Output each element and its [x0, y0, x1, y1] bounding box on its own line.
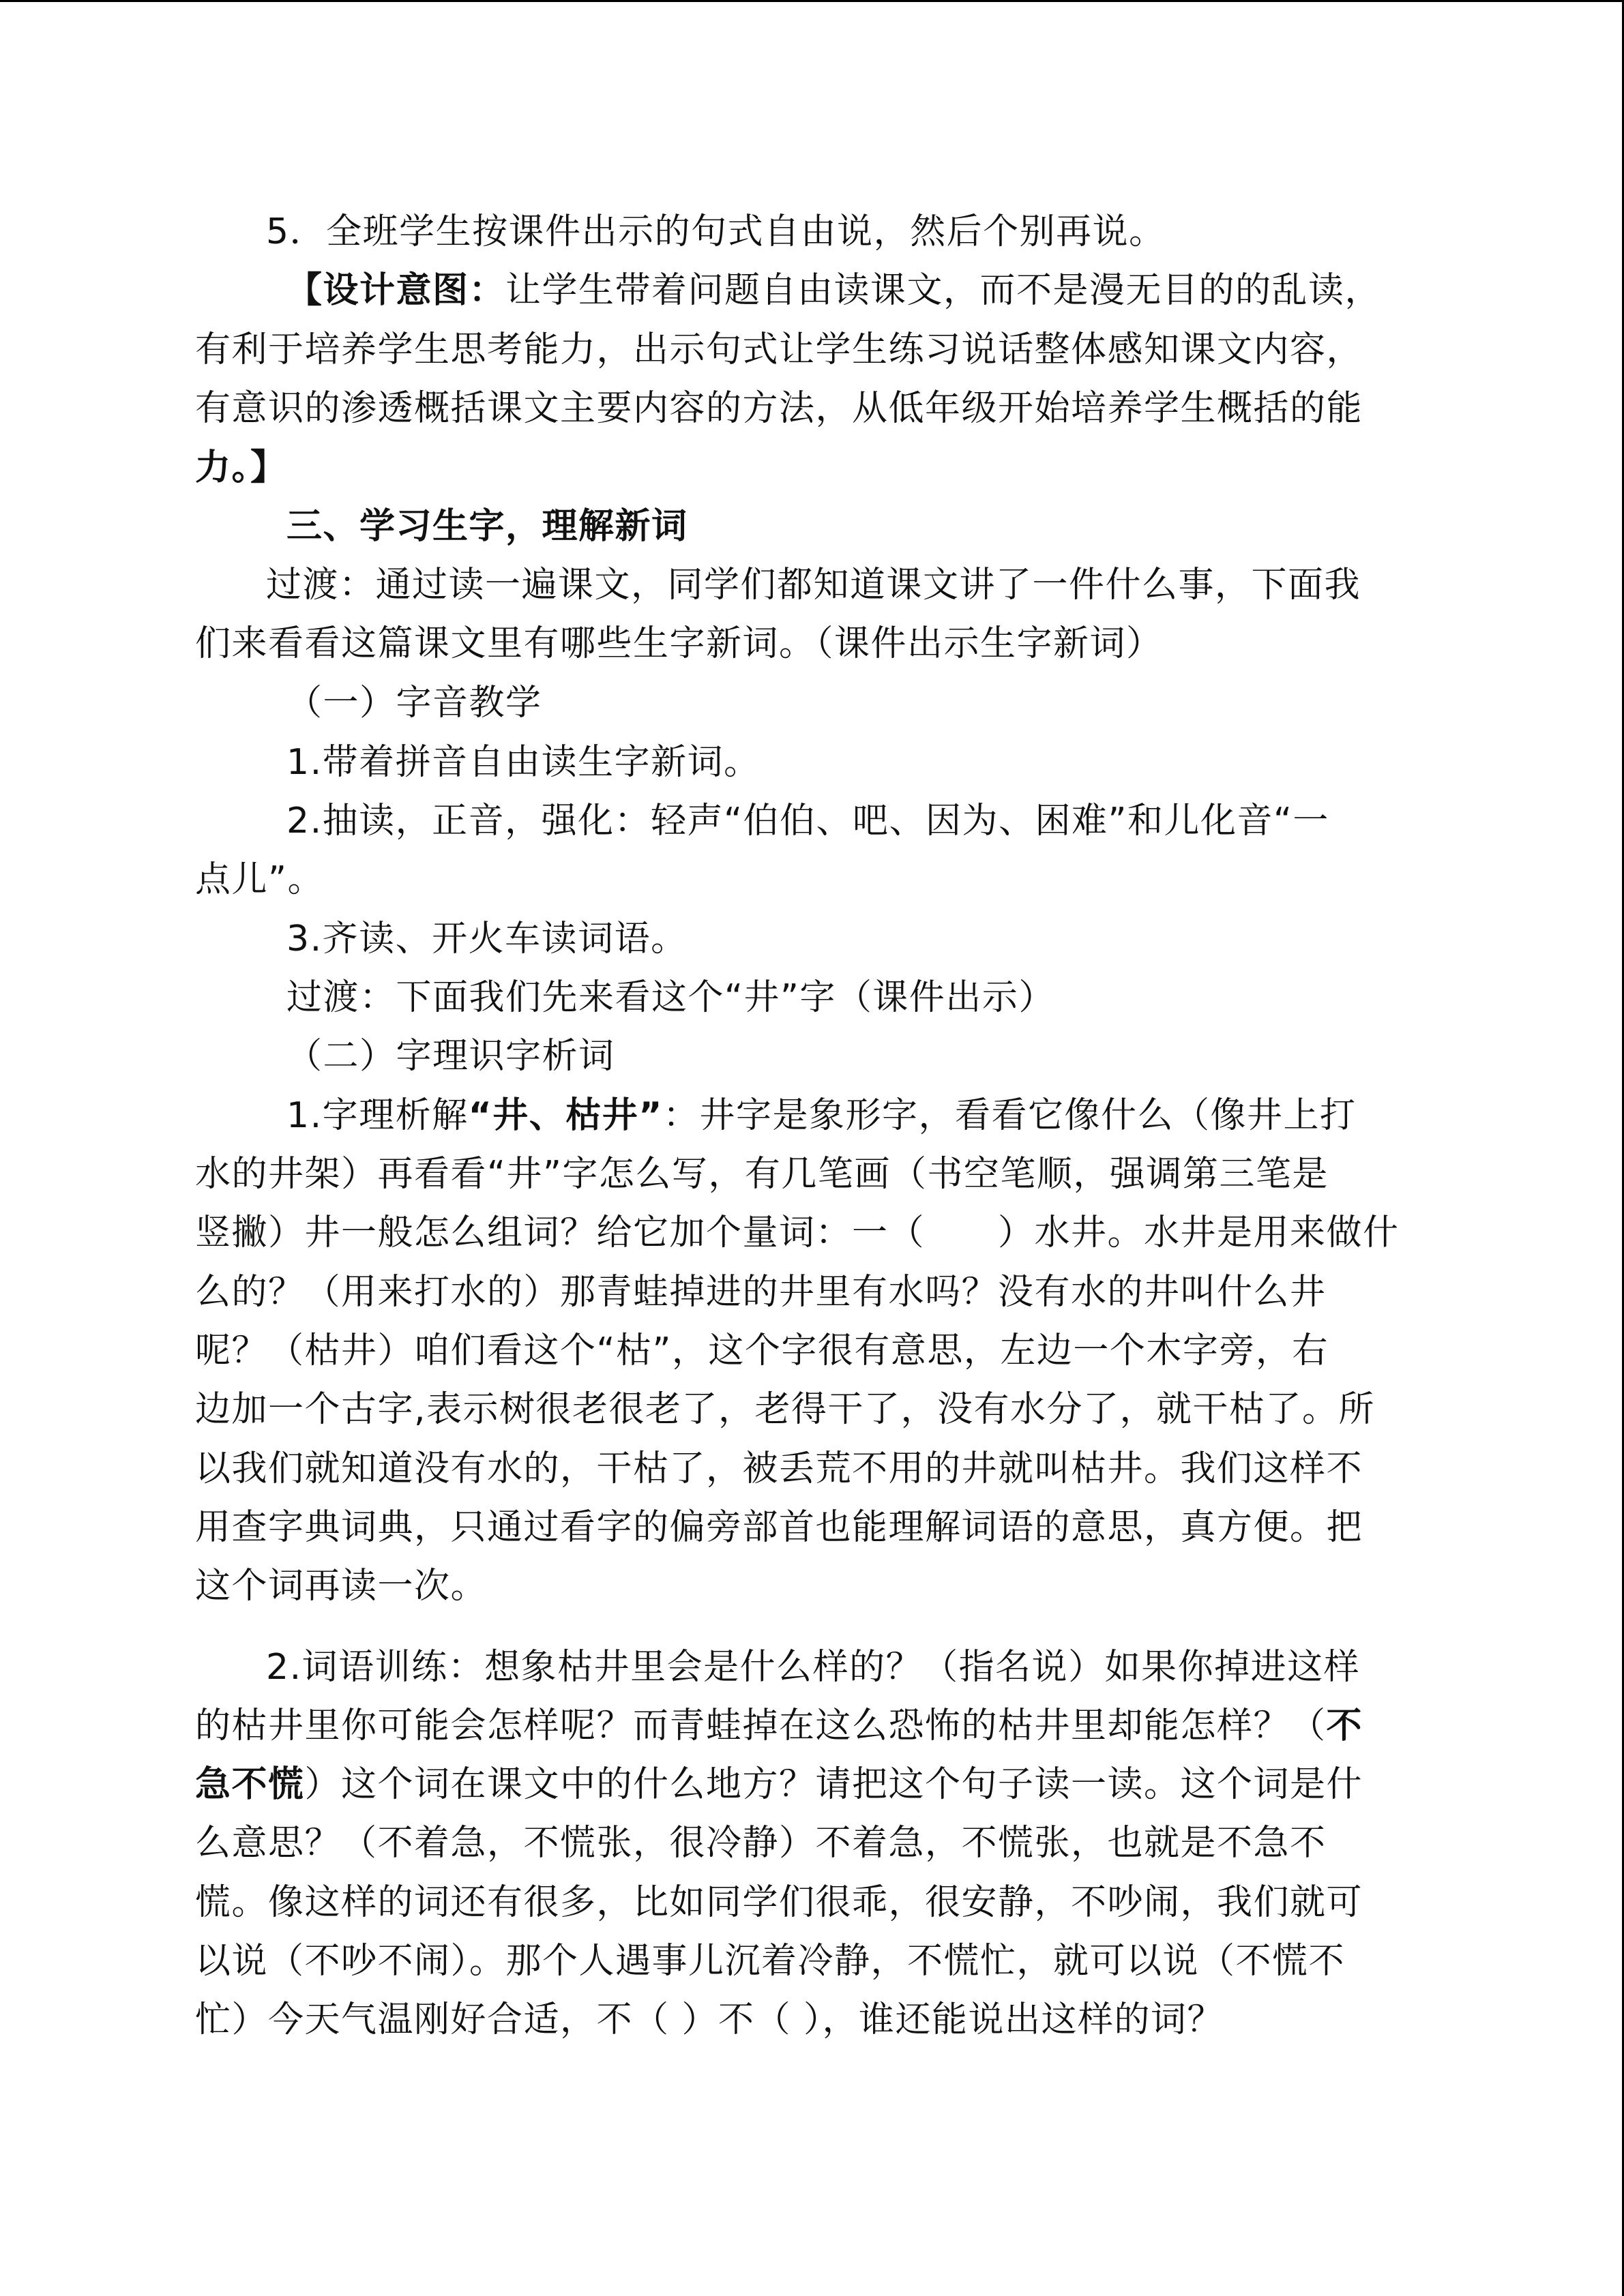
paragraph-line: 5．全班学生按课件出示的句式自由说，然后个别再说。 [266, 211, 1166, 252]
key-word-part: 急不慌 [195, 1764, 305, 1805]
list-item: 3.齐读、开火车读词语。 [286, 919, 688, 959]
list-item: 2.抽读，正音，强化：轻声“伯伯、吧、因为、困难”和儿化音“一 [286, 801, 1329, 841]
paragraph-line: 以说（不吵不闹）。那个人遇事儿沉着冷静，不慌忙，就可以说（不慌不 [195, 1941, 1346, 1982]
paragraph-line: 呢？（枯井）咱们看这个“枯”，这个字很有意思，左边一个木字旁，右 [195, 1330, 1329, 1371]
paragraph-line: 有利于培养学生思考能力，出示句式让学生练习说话整体感知课文内容， [195, 329, 1363, 370]
paragraph-line: 这个词再读一次。 [195, 1566, 488, 1607]
paragraph-line [195, 1764, 1443, 1805]
list-item: 1.带着拼音自由读生字新词。 [286, 742, 761, 783]
paragraph-line: 有意识的渗透概括课文主要内容的方法，从低年级开始培养学生概括的能 [195, 388, 1363, 429]
paragraph-line [195, 2058, 1443, 2099]
list-item-lead: 1.字理析解 [286, 1095, 469, 1136]
paragraph-line: 过渡：通过读一遍课文，同学们都知道课文讲了一件什么事，下面我 [266, 565, 1361, 606]
list-item [286, 1095, 1535, 1136]
design-intent-text: 让学生带着问题自由读课文，而不是漫无目的的乱读， [505, 270, 1382, 311]
paragraph-line [195, 1705, 1443, 1746]
design-intent-label: 【设计意图： [286, 270, 506, 311]
paragraph-line: 么意思？（不着急，不慌张，很冷静）不着急，不慌张，也就是不急不 [195, 1823, 1327, 1864]
paragraph-line: 们来看看这篇课文里有哪些生字新词。（课件出示生字新词） [195, 623, 1163, 664]
paragraph-line: 力。】 [195, 447, 287, 488]
paragraph-line: 忙）今天气温刚好合适，不（ ）不（ ），谁还能说出这样的词？ [195, 1999, 1224, 2040]
paragraph-line: 以我们就知道没有水的，干枯了，被丢荒不用的井就叫枯井。我们这样不 [195, 1448, 1363, 1489]
paragraph-line: 点儿”。 [195, 859, 324, 900]
paragraph-line: 边加一个古字,表示树很老很老了，老得干了，没有水分了，就干枯了。所 [195, 1389, 1376, 1430]
key-words: “井、枯井” [468, 1095, 663, 1136]
list-item-text: ：井字是象形字，看看它像什么（像井上打 [662, 1095, 1357, 1136]
key-word-part: 不 [1326, 1705, 1363, 1746]
paragraph-line: 过渡：下面我们先来看这个“井”字（课件出示） [286, 977, 1055, 1018]
paragraph-line [286, 270, 1535, 311]
paragraph-line: 用查字典词典，只通过看字的偏旁部首也能理解词语的意思，真方便。把 [195, 1507, 1363, 1548]
subsection-heading: （一）字音教学 [286, 683, 542, 724]
section-heading: 三、学习生字，理解新词 [286, 506, 688, 547]
subsection-heading: （二）字理识字析词 [286, 1036, 615, 1077]
paragraph-line: 慌。像这样的词还有很多，比如同学们很乖，很安静，不吵闹，我们就可 [195, 1882, 1363, 1923]
paragraph-line: 么的？（用来打水的）那青蛙掉进的井里有水吗？没有水的井叫什么井 [195, 1272, 1327, 1313]
line-text: 的枯井里你可能会怎样呢？而青蛙掉在这么恐怖的枯井里却能怎样？（ [195, 1705, 1327, 1746]
paragraph-line: 竖撇）井一般怎么组词？给它加个量词：一（ ）水井。水井是用来做什 [195, 1212, 1400, 1253]
line-text: ）这个词在课文中的什么地方？请把这个句子读一读。这个词是什 [304, 1764, 1363, 1805]
paragraph-line: 水的井架）再看看“井”字怎么写，有几笔画（书空笔顺，强调第三笔是 [195, 1154, 1329, 1195]
list-item: 2.词语训练：想象枯井里会是什么样的？（指名说）如果你掉进这样 [266, 1647, 1361, 1688]
